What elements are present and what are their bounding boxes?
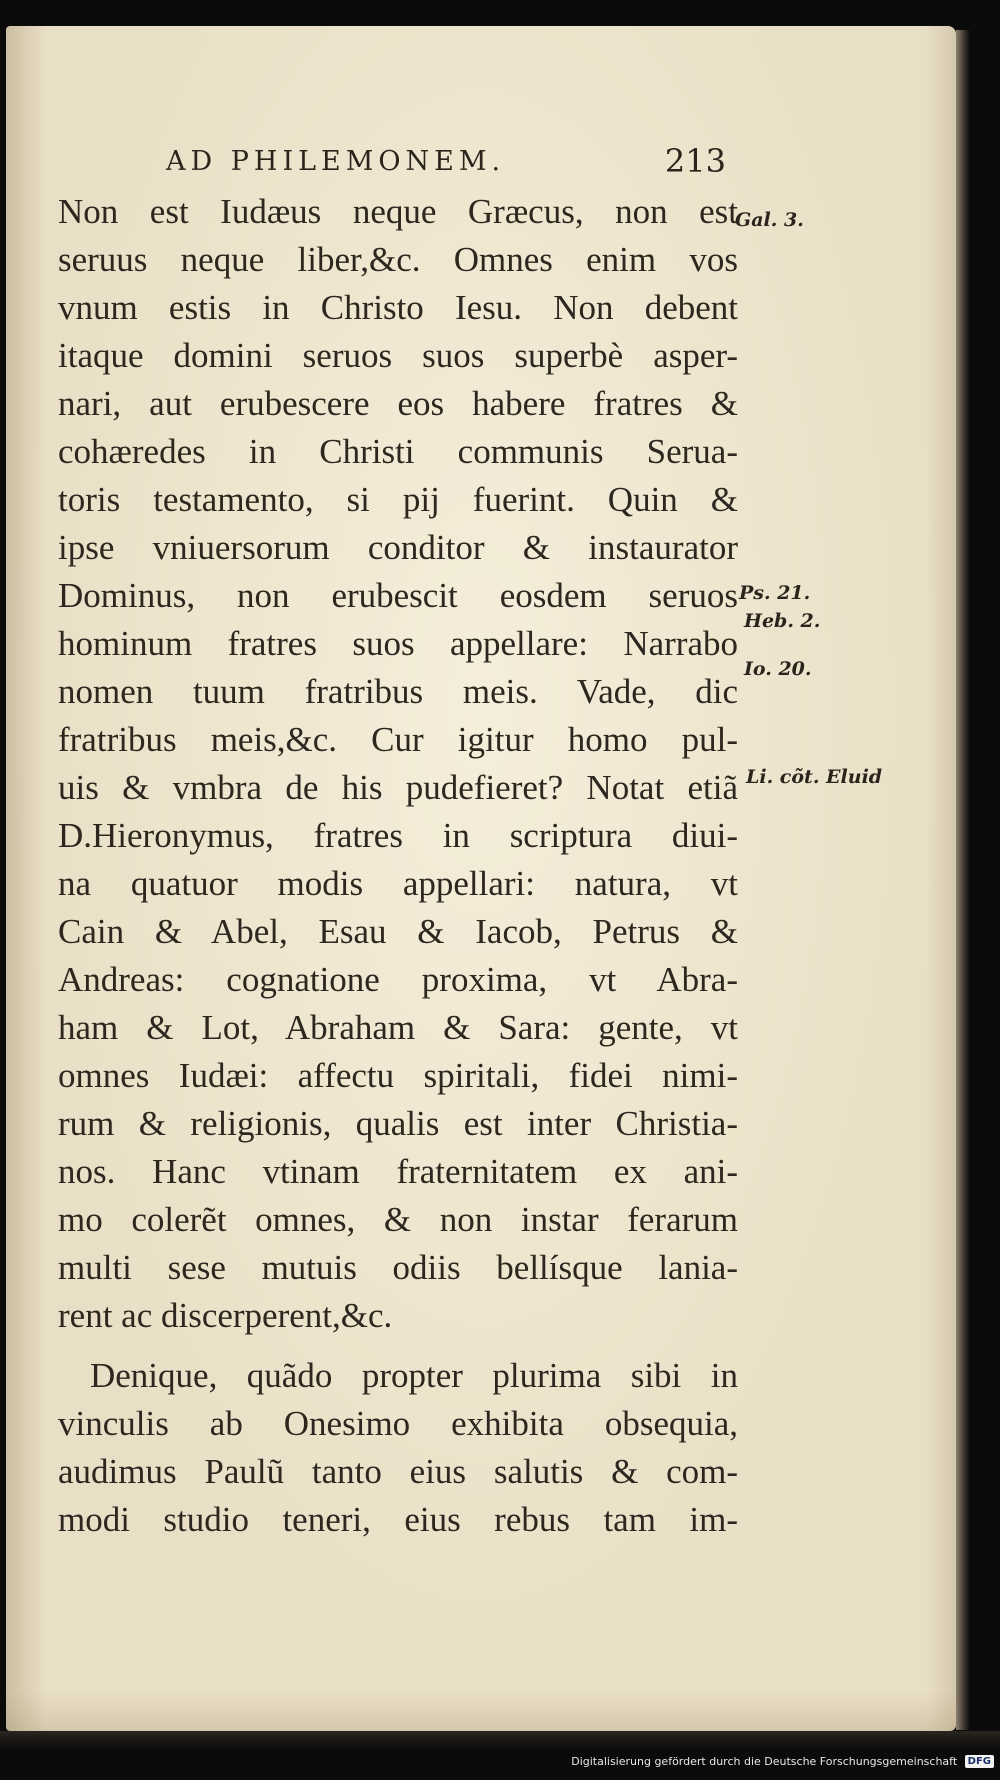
margin-note-io: Io. 20. <box>744 658 812 680</box>
text-line: nos. Hanc vtinam fraternitatem ex ani- <box>58 1152 738 1191</box>
text-line: Non est Iudæus neque Græcus, non est <box>58 192 738 231</box>
text-line: seruus neque liber,&c. Omnes enim vos <box>58 240 738 279</box>
text-line: Denique, quãdo propter plurima sibi in <box>90 1356 738 1395</box>
text-line: vinculis ab Onesimo exhibita obsequia, <box>58 1404 738 1443</box>
margin-note-ps: Ps. 21. <box>739 582 811 604</box>
page-number: 213 <box>664 142 726 180</box>
text-line: vnum estis in Christo Iesu. Non debent <box>58 288 738 327</box>
footer-credit-text: Digitalisierung gefördert durch die Deutsche Forschungsgemeinschaft <box>571 1754 958 1768</box>
margin-note-gal: Gal. 3. <box>735 209 804 231</box>
text-line: multi sese mutuis odiis bellísque lania- <box>58 1248 738 1287</box>
text-line: itaque domini seruos suos superbè asper- <box>58 336 738 375</box>
margin-note-li: Li. cõt. Eluid <box>746 766 883 788</box>
text-line: mo colerẽt omnes, & non instar ferarum <box>58 1200 738 1239</box>
text-line: Cain & Abel, Esau & Iacob, Petrus & <box>58 912 738 951</box>
text-line: modi studio teneri, eius rebus tam im- <box>58 1500 738 1539</box>
text-line: nomen tuum fratribus meis. Vade, dic <box>58 672 738 711</box>
text-line: fratribus meis,&c. Cur igitur homo pul- <box>58 720 738 759</box>
text-line: toris testamento, si pij fuerint. Quin & <box>58 480 738 519</box>
text-line: rum & religionis, qualis est inter Christia- <box>58 1104 738 1143</box>
text-line: nari, aut erubescere eos habere fratres & <box>58 384 738 423</box>
text-line: Dominus, non erubescit eosdem seruos <box>58 576 738 615</box>
page-edge-shadow <box>956 30 970 1730</box>
dfg-logo: DFG <box>965 1755 994 1768</box>
scan-bottom-band <box>0 1731 1000 1749</box>
text-line: cohæredes in Christi communis Serua- <box>58 432 738 471</box>
text-line: na quatuor modis appellari: natura, vt <box>58 864 738 903</box>
text-line: ipse vniuersorum conditor & instaurator <box>58 528 738 567</box>
text-line: uis & vmbra de his pudefieret? Notat etiã <box>58 768 738 807</box>
text-line: rent ac discerperent,&c. <box>58 1296 393 1335</box>
margin-note-heb: Heb. 2. <box>744 610 821 632</box>
running-head <box>166 142 726 186</box>
footer-credit <box>0 1754 1000 1776</box>
text-line: omnes Iudæi: affectu spiritali, fidei nimi- <box>58 1056 738 1095</box>
running-title: AD PHILEMONEM. <box>166 146 506 177</box>
body-text <box>58 188 738 1544</box>
text-line: D.Hieronymus, fratres in scriptura diui- <box>58 816 738 855</box>
paragraph-gap <box>58 1340 738 1352</box>
text-line: hominum fratres suos appellare: Narrabo <box>58 624 738 663</box>
text-line: audimus Paulũ tanto eius salutis & com- <box>58 1452 738 1491</box>
text-line: Andreas: cognatione proxima, vt Abra- <box>58 960 738 999</box>
book-page <box>6 26 956 1731</box>
text-line: ham & Lot, Abraham & Sara: gente, vt <box>58 1008 738 1047</box>
